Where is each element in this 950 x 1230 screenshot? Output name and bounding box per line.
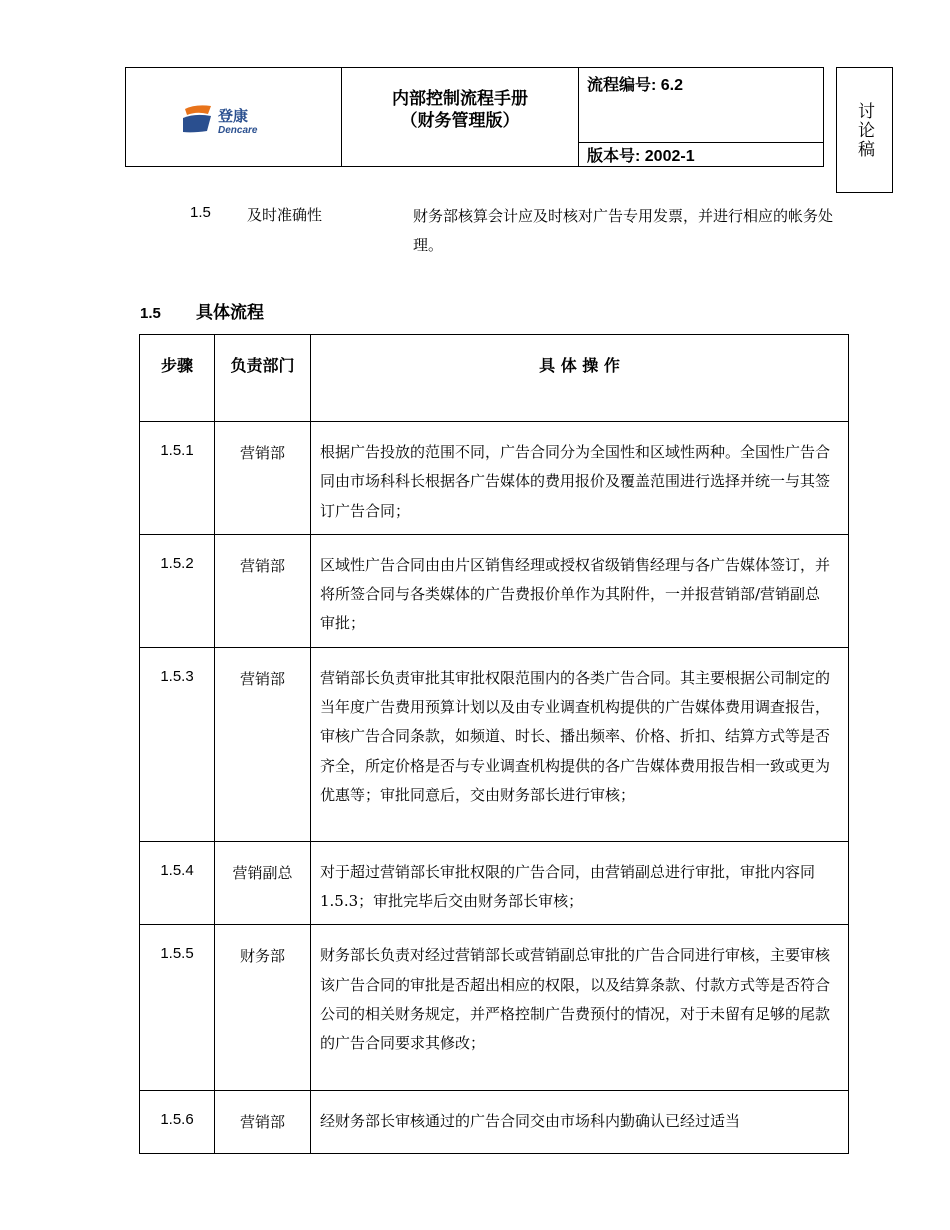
document-header [125,67,824,167]
process-code-cell [579,68,824,143]
step-number: 1.5.5 [140,925,215,1091]
step-number: 1.5.2 [140,534,215,647]
logo-mark-blue [183,115,211,132]
header-operation: 具 体 操 作 [311,335,849,422]
title-line-1: 内部控制流程手册 [392,89,528,109]
process-code: 流程编号: 6.2 [587,77,684,94]
step-number: 1.5.1 [140,422,215,535]
header-dept: 负责部门 [215,335,311,422]
department: 财务部 [215,925,311,1091]
dencare-logo [181,103,281,139]
table-row [140,1091,849,1154]
version-cell [579,143,824,167]
table-row [140,647,849,841]
process-table [139,334,849,1154]
department: 营销部 [215,422,311,535]
step-number: 1.5.4 [140,841,215,925]
section-title: 具体流程 [196,303,264,323]
table-row [140,841,849,925]
step-number: 1.5.3 [140,647,215,841]
manual-title [342,68,579,167]
logo-text-cn: 登康 [218,107,249,125]
table-row [140,925,849,1091]
operation-text: 经财务部长审核通过的广告合同交由市场科内勤确认已经过适当 [311,1091,849,1154]
draft-label: 讨论稿 [854,101,874,159]
table-row [140,422,849,535]
operation-text: 营销部长负责审批其审批权限范围内的各类广告合同。其主要根据公司制定的当年度广告费用预算计划以及由专业调查机构提供的广告媒体费用调查报告，审核广告合同条款，如频道、时长、播出频率、价格、折扣、结算方式等是否齐全，所定价格是否与专业调查机构提供的各广告媒体费用报告相一致或更为优惠等；审批同意后，交由财务部长进行审核； [311,647,849,841]
logo-cell [126,68,342,167]
department: 营销部 [215,647,311,841]
section-heading [140,298,264,323]
operation-text: 根据广告投放的范围不同，广告合同分为全国性和区域性两种。全国性广告合同由市场科科长根据各广告媒体的费用报价及覆盖范围进行选择并统一与其签订广告合同； [311,422,849,535]
point-label: 及时准确性 [247,206,323,224]
point-text: 财务部核算会计应及时核对广告专用发票，并进行相应的帐务处理。 [413,207,834,254]
operation-text: 财务部长负责对经过营销部长或营销副总审批的广告合同进行审核，主要审核该广告合同的审批是否超出相应的权限，以及结算条款、付款方式等是否符合公司的相关财务规定，并严格控制广告费预付的情况，对于未留有足够的尾款的广告合同要求其修改； [311,925,849,1091]
operation-text: 区域性广告合同由由片区销售经理或授权省级销售经理与各广告媒体签订，并将所签合同与各类媒体的广告费报价单作为其附件，一并报营销部/营销副总审批； [311,534,849,647]
operation-text: 对于超过营销部长审批权限的广告合同，由营销副总进行审批，审批内容同 1.5.3；审批完毕后交由财务部长审核； [311,841,849,925]
header-step: 步骤 [140,335,215,422]
version-number: 版本号: 2002-1 [587,148,695,165]
point-number: 1.5 [190,204,211,221]
title-line-2: （财务管理版） [400,111,520,131]
table-header-row [140,335,849,422]
department: 营销部 [215,1091,311,1154]
logo-text-en: Dencare [218,125,258,136]
section-number: 1.5 [140,305,161,322]
department: 营销部 [215,534,311,647]
table-row [140,534,849,647]
step-number: 1.5.6 [140,1091,215,1154]
department: 营销副总 [215,841,311,925]
draft-label-box [836,67,893,193]
logo-mark-orange [185,105,211,115]
